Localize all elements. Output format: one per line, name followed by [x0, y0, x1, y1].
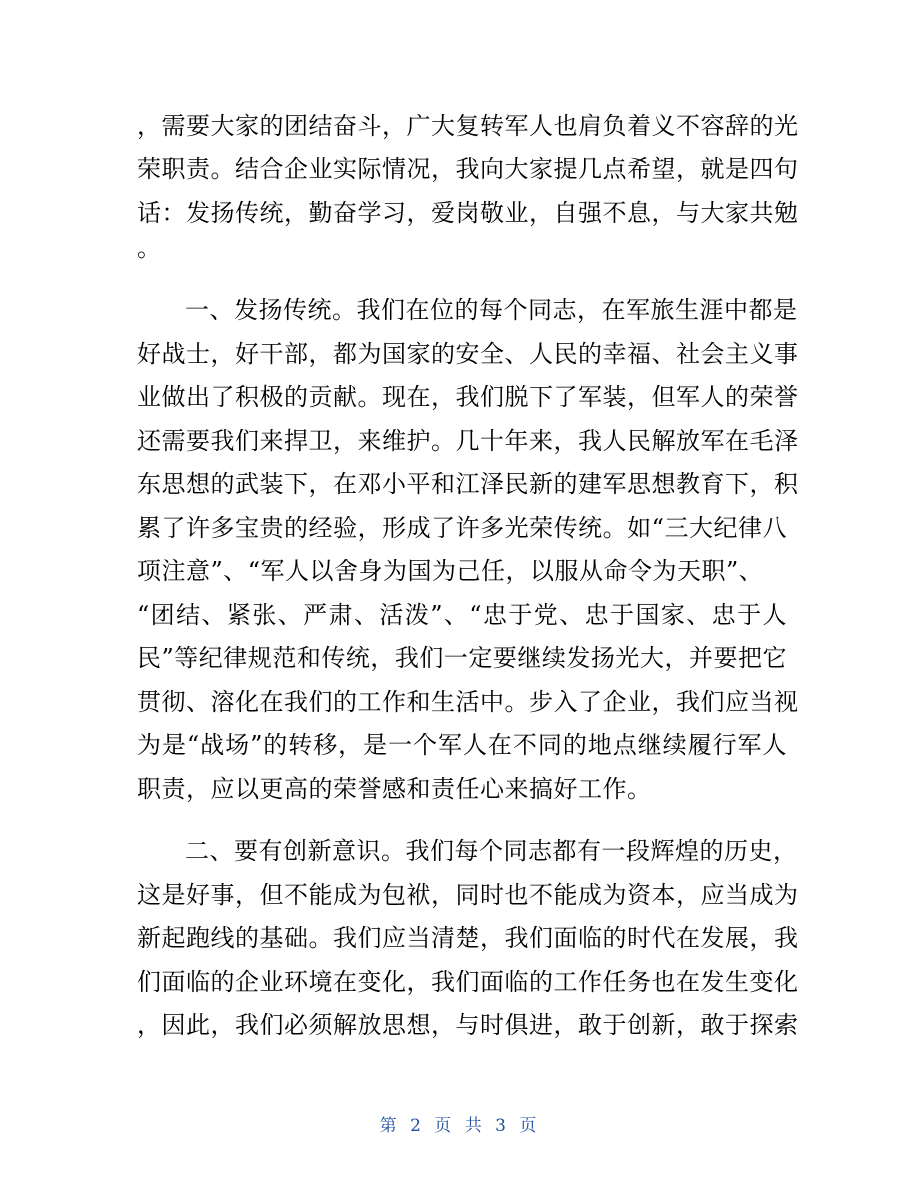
text-line: 累了许多宝贵的经验，形成了许多光荣传统。如“三大纪律八	[137, 514, 787, 542]
text-line: 这是好事，但不能成为包袱，同时也不能成为资本，应当成为	[137, 881, 799, 909]
text-line: ，需要大家的团结奋斗，广大复转军人也肩负着义不容辞的光	[137, 112, 799, 140]
paragraph-start-line: 二、要有创新意识。我们每个同志都有一段辉煌的历史，	[185, 837, 798, 865]
text-line: 为是“战场”的转移，是一个军人在不同的地点继续履行军人	[137, 731, 787, 759]
text-line: “团结、紧张、严肃、活泼”、“忠于党、忠于国家、忠于人	[137, 601, 787, 629]
text-line: 职责，应以更高的荣誉感和责任心来搞好工作。	[137, 775, 652, 803]
text-line: 业做出了积极的贡献。现在，我们脱下了军装，但军人的荣誉	[137, 383, 799, 411]
text-line: 民”等纪律规范和传统，我们一定要继续发扬光大，并要把它	[137, 644, 787, 672]
text-line: 话：发扬传统，勤奋学习，爱岗敬业，自强不息，与大家共勉	[137, 199, 799, 227]
page-footer: 第 2 页 共 3 页	[379, 1116, 541, 1136]
text-line: 。	[137, 234, 162, 262]
text-line: ，因此，我们必须解放思想，与时俱进，敢于创新，敢于探索	[137, 1011, 799, 1039]
paragraph-start-line: 一、发扬传统。我们在位的每个同志，在军旅生涯中都是	[185, 296, 798, 324]
text-line: 好战士，好干部，都为国家的安全、人民的幸福、社会主义事	[137, 340, 799, 368]
text-line: 东思想的武装下，在邓小平和江泽民新的建军思想教育下，积	[137, 470, 799, 498]
text-line: 们面临的企业环境在变化，我们面临的工作任务也在发生变化	[137, 968, 799, 996]
text-line: 新起跑线的基础。我们应当清楚，我们面临的时代在发展，我	[137, 924, 799, 952]
text-line: 还需要我们来捍卫，来维护。几十年来，我人民解放军在毛泽	[137, 427, 799, 455]
text-line: 贯彻、溶化在我们的工作和生活中。步入了企业，我们应当视	[137, 688, 799, 716]
text-line: 荣职责。结合企业实际情况，我向大家提几点希望，就是四句	[137, 155, 799, 183]
text-line: 项注意”、“军人以舍身为国为己任，以服从命令为天职”、	[137, 557, 764, 585]
